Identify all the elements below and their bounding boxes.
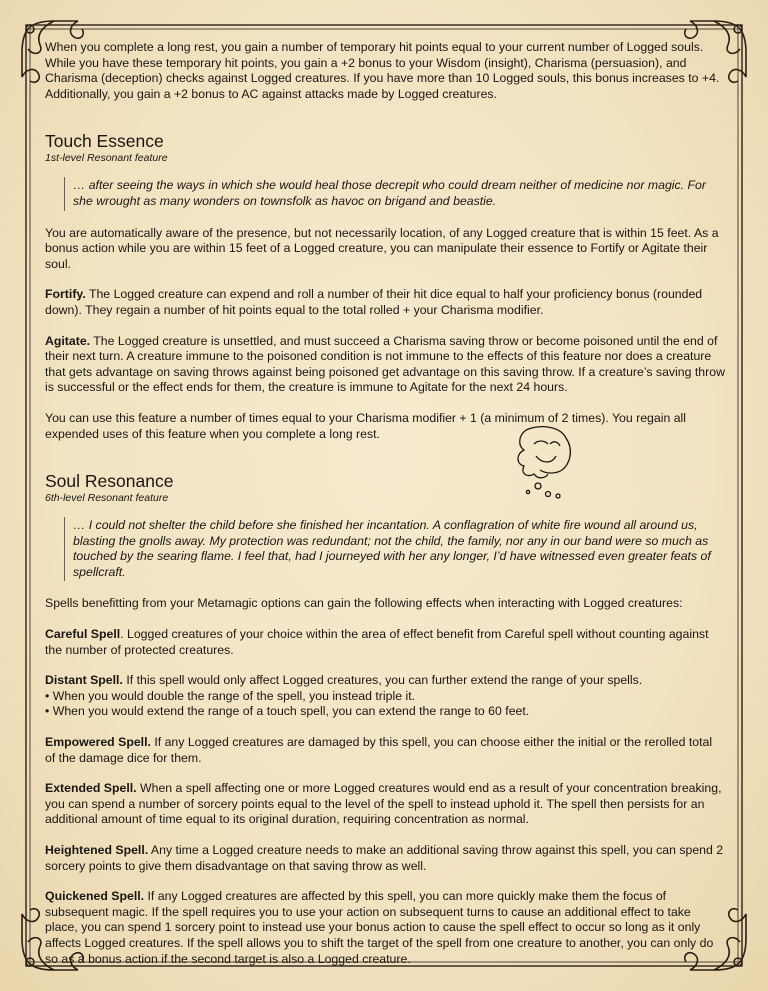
quickened-spell-text: If any Logged creatures are affected by this spell, you can more quickly make them the focus of subsequent magic. If the spell requires you to use your action on subsequent turns to cause an additional effect to take place, you can spend 1 sorcery point to instead use your bonus action to cause the spell effect to occur so long as it only affects Logged creatures. If the spell allows you to shift the target of the spell from one creature to another, you can only do so as a bonus action if the second target is also a Logged creature. — [45, 889, 714, 966]
extended-spell-label: Extended Spell. — [45, 781, 137, 796]
section-subtitle-soul-resonance: 6th-level Resonant feature — [45, 492, 169, 505]
heightened-spell-label: Heightened Spell. — [45, 843, 149, 857]
fortify-paragraph — [45, 287, 725, 318]
section-title-touch-essence: Touch Essence — [45, 131, 164, 152]
careful-spell-paragraph — [45, 627, 725, 658]
touch-essence-description: You are automatically aware of the presence, but not necessarily location, of any Logged creature that is within 15 feet. As a bonus action while you are within 15 feet of a Logged creature, you can manipulate their essence to Fortify or Agitate their soul. — [45, 225, 719, 271]
section-subtitle-touch-essence: 1st-level Resonant feature — [45, 152, 168, 165]
agitate-label: Agitate. — [45, 333, 91, 348]
intro-paragraph: When you complete a long rest, you gain a number of temporary hit points equal to your current number of Logged souls. While you have these temporary hit points, you gain a +2 bonus to your Wisdom (insight), Charisma (persuasion), and Charisma (deception) checks against Logged creatures. If you have more than 10 Logged souls, this bonus increases to +4. Additionally, you gain a +2 bonus to AC against attacks made by Logged creatures. — [45, 40, 720, 101]
heightened-spell-text: Any time a Logged creature needs to make an additional saving throw against this spell, you can spend 2 sorcery points to give them disadvantage on that saving throw as well. — [45, 843, 724, 873]
distant-spell-paragraph — [45, 673, 725, 720]
distant-spell-text: If this spell would only affect Logged creatures, you can further extend the range of your spells. — [122, 673, 643, 688]
flavor-quote-soul-resonance: … I could not shelter the child before she finished her incantation. A conflagration of white fire wound all around us, blasting the gnolls away. My protection was redundant; not the child, the family, nor any in our band were so much as touched by the searing flame. I feel that, had I journeyed with her any longer, I’d have witnessed even greater feats of spellcraft. — [64, 517, 725, 581]
empowered-spell-text: If any Logged creatures are damaged by this spell, you can choose either the initial or the rerolled total of the damage dice for them. — [45, 735, 713, 765]
empowered-spell-label: Empowered Spell. — [45, 735, 151, 750]
distant-spell-label: Distant Spell. — [45, 673, 123, 688]
quickened-spell-paragraph — [45, 889, 725, 967]
flavor-quote-touch-essence: … after seeing the ways in which she would heal those decrepit who could dream neither of medicine nor magic. For she wrought as many wonders on townsfolk as havoc on brigand and beastie. — [64, 177, 725, 210]
empowered-spell-paragraph — [45, 735, 725, 766]
soul-resonance-description: Spells benefitting from your Metamagic options can gain the following effects when interacting with Logged creatures: — [45, 596, 683, 611]
agitate-text: The Logged creature is unsettled, and must succeed a Charisma saving throw or become poisoned until the end of their next turn. A creature immune to the poisoned condition is not immune to the effects of this feature nor does a creature that gets advantage on saving throws against being poisoned get advantage on this saving throw. If a creature’s saving throw is successful or the effect ends for them, the creature is immune to Agitate for the next 24 hours. — [45, 333, 725, 395]
touch-essence-uses: You can use this feature a number of times equal to your Charisma modifier + 1 (a minimum of 2 times). You regain all expended uses of this feature when you complete a long rest. — [45, 410, 687, 441]
distant-spell-bullet: • When you would double the range of the spell, you instead triple it. — [45, 688, 416, 703]
careful-spell-label: Careful Spell — [45, 627, 121, 642]
fortify-label: Fortify. — [45, 287, 86, 302]
careful-spell-text: . Logged creatures of your choice within the area of effect benefit from Careful spell without counting against the number of protected creatures. — [45, 627, 709, 657]
section-title-soul-resonance: Soul Resonance — [45, 471, 174, 492]
extended-spell-paragraph — [45, 781, 725, 828]
page-content — [45, 40, 725, 982]
distant-spell-bullet: • When you would extend the range of a touch spell, you can extend the range to 60 feet. — [45, 704, 530, 719]
agitate-paragraph — [45, 334, 725, 396]
fortify-text: The Logged creature can expend and roll a number of their hit dice equal to half your proficiency bonus (rounded down). They regain a number of hit points equal to the total rolled + your Charisma modifier. — [45, 287, 703, 317]
extended-spell-text: When a spell affecting one or more Logged creatures would end as a result of your concentration breaking, you can spend a number of sorcery points equal to the level of the spell to instead uphold it. The spell then persists for an additional amount of time equal to its original duration, requiring concentration as normal. — [45, 781, 722, 827]
quickened-spell-label: Quickened Spell. — [45, 889, 145, 904]
heightened-spell-paragraph — [45, 843, 725, 874]
